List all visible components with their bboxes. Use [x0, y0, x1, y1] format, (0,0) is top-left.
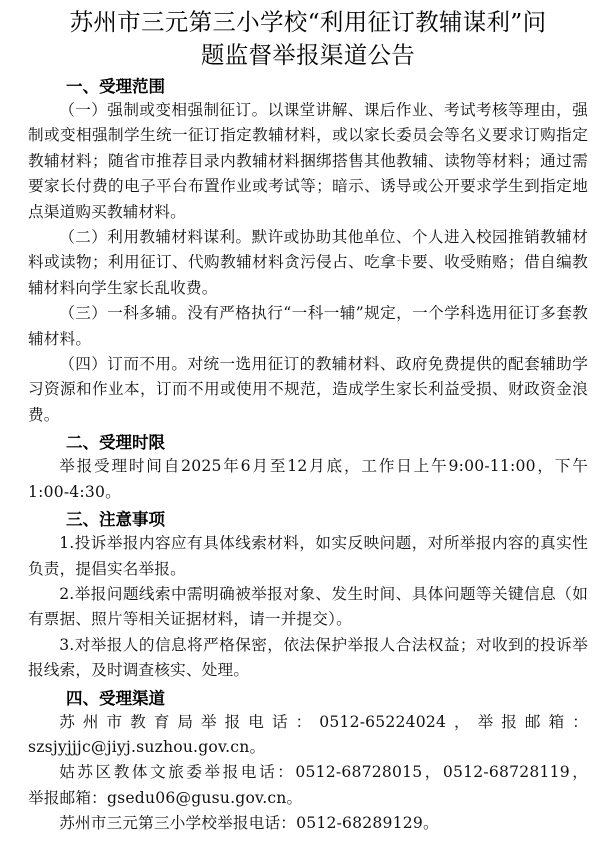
bureau-hotline: 苏州市教育局举报电话：0512-65224024，举报邮箱： [59, 712, 588, 731]
section-notes [28, 508, 588, 683]
district-hotline: 姑苏区教体文旅委举报电话：0512-68728015，0512-68728119， [59, 763, 588, 782]
section-scope [28, 75, 588, 428]
scope-item-3: （三）一科多辅。没有严格执行“一科一辅”规定，一个学科选用征订多套教辅材料。 [28, 304, 588, 348]
school-hotline: 苏州市三元第三小学校举报电话：0512-68289129。 [59, 814, 439, 833]
time-limit-text: 举报受理时间自2025年6月至12月底，工作日上午9:00-11:00，下午1:00-4:30。 [28, 457, 588, 501]
note-item-1: 1.投诉举报内容应有具体线索材料，如实反映问题，对所举报内容的真实性负责，提倡实名举报。 [28, 534, 588, 578]
section-heading-channels: 四、受理渠道 [66, 688, 165, 708]
scope-item-1: （一）强制或变相强制征订。以课堂讲解、课后作业、考试考核等理由，强制或变相强制学生统一征订指定教辅材料，或以家长委员会等名义要求订购指定教辅材料；随省市推荐目录内教辅材料捆绑搭售其他教辅、读物等材料；通过需要家长付费的电子平台布置作业或考试等；暗示、诱导或公开要求学生到指定地点渠道购买教辅材料。 [28, 101, 588, 221]
title-line-1: 苏州市三元第三小学校“利用征订教辅谋利”问 [69, 8, 547, 36]
section-channels [28, 687, 588, 837]
section-heading-notes: 三、注意事项 [66, 510, 165, 530]
scope-item-4: （四）订而不用。对统一选用征订的教辅材料、政府免费提供的配套辅助学习资源和作业本，订而不用或使用不规范，造成学生家长利益受损、财政资金浪费。 [28, 355, 588, 424]
district-email: 举报邮箱：gsedu06@gusu.gov.cn。 [28, 788, 303, 807]
title-line-2: 题监督举报渠道公告 [200, 41, 416, 69]
note-item-2: 2.举报问题线索中需明确被举报对象、发生时间、具体问题等关键信息（如有票据、照片等相关证据材料，请一并提交）。 [28, 584, 588, 629]
bureau-email: szsjyjjjc@jiyj.suzhou.gov.cn。 [28, 737, 266, 756]
scope-item-2: （二）利用教辅材料谋利。默许或协助其他单位、个人进入校园推销教辅材料或读物；利用征订、代购教辅材料贪污侵占、吃拿卡要、收受贿赂；借自编教辅材料向学生家长乱收费。 [28, 228, 588, 297]
section-heading-time-limit: 二、受理时限 [66, 433, 165, 453]
section-time-limit [28, 431, 588, 505]
note-item-3: 3.对举报人的信息将严格保密，依法保护举报人合法权益；对收到的投诉举报线索，及时调查核实、处理。 [28, 635, 588, 680]
section-heading-scope: 一、受理范围 [66, 77, 165, 96]
page-title [28, 6, 588, 72]
